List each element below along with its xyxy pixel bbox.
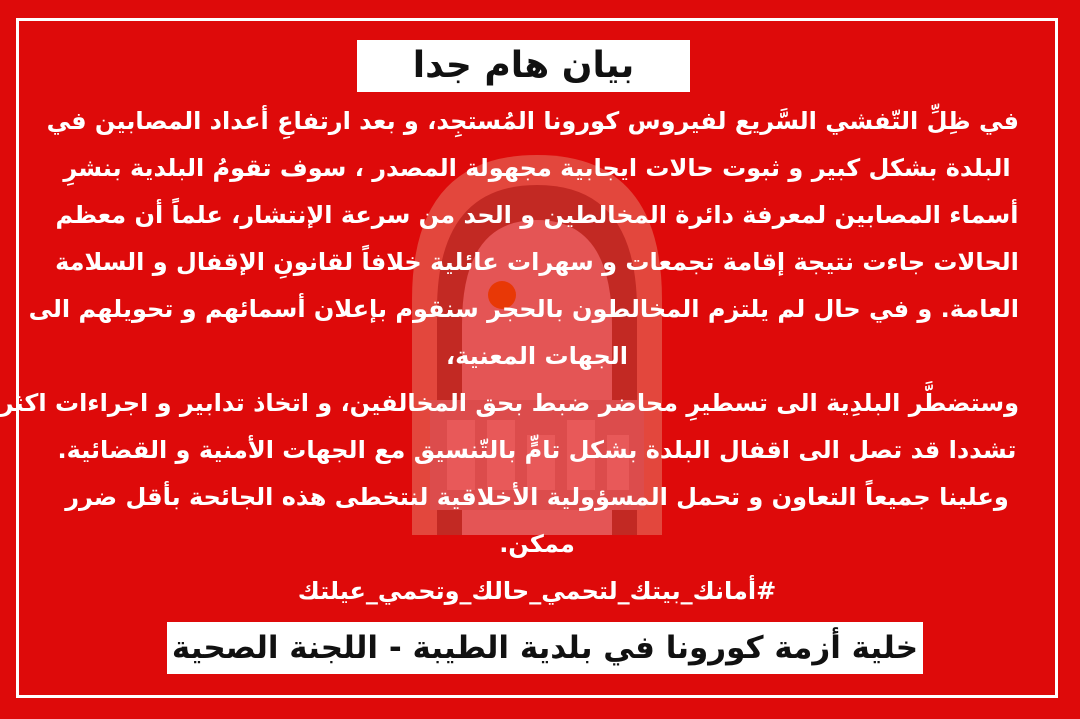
body-line: وستضطَّر البلدِية الى تسطيرِ محاضر ضبط بحق المخالفين، و اتخاذ تدابير و اجراءات اكثر bbox=[0, 389, 1019, 417]
body-line: وعلينا جميعاً التعاون و تحمل المسؤولية الأخلاقية لنتخطى هذه الجائحة بأقل ضرر bbox=[65, 483, 1009, 511]
hashtag-line: #أمانك_بيتك_لتحمي_حالك_وتحمي_عيلتك bbox=[297, 577, 777, 605]
footer-signature: خلية أزمة كورونا في بلدية الطيبة - اللجنة الصحية bbox=[171, 629, 919, 666]
body-line: العامة. و في حال لم يلتزم المخالطون بالحجر سنقوم بإعلان أسمائهم و تحويلهم الى bbox=[28, 295, 1019, 323]
title-box bbox=[357, 40, 690, 92]
body-line: الجهات المعنية، bbox=[445, 342, 628, 370]
body-line: الحالات جاءت نتيجة إقامة تجمعات و سهرات عائلية خلافاً لقانونِ الإقفال و السلامة bbox=[55, 248, 1019, 276]
body-line: البلدة بشكل كبير و ثبوت حالات ايجابية مجهولة المصدر ، سوف تقومُ البلدية بنشرِ bbox=[63, 154, 1011, 182]
announcement-title: بيان هام جدا bbox=[412, 45, 635, 86]
body-line: أسماء المصابين لمعرفة دائرة المخالطين و الحد من سرعة الإنتشار، علماً أن معظم bbox=[55, 201, 1019, 229]
body-line: ممكن. bbox=[499, 530, 575, 558]
body-line: تشددا قد تصل الى اقفال البلدة بشكل تامٍّ بالتّنسيق مع الجهات الأمنية و القضائية. bbox=[57, 436, 1017, 464]
footer-box bbox=[167, 622, 923, 674]
announcement-body bbox=[0, 98, 1019, 615]
body-line: في ظِلِّ التّفشي السَّريع لفيروس كورونا المُستجِد، و بعد ارتفاعِ أعداد المصابين في bbox=[46, 107, 1019, 135]
